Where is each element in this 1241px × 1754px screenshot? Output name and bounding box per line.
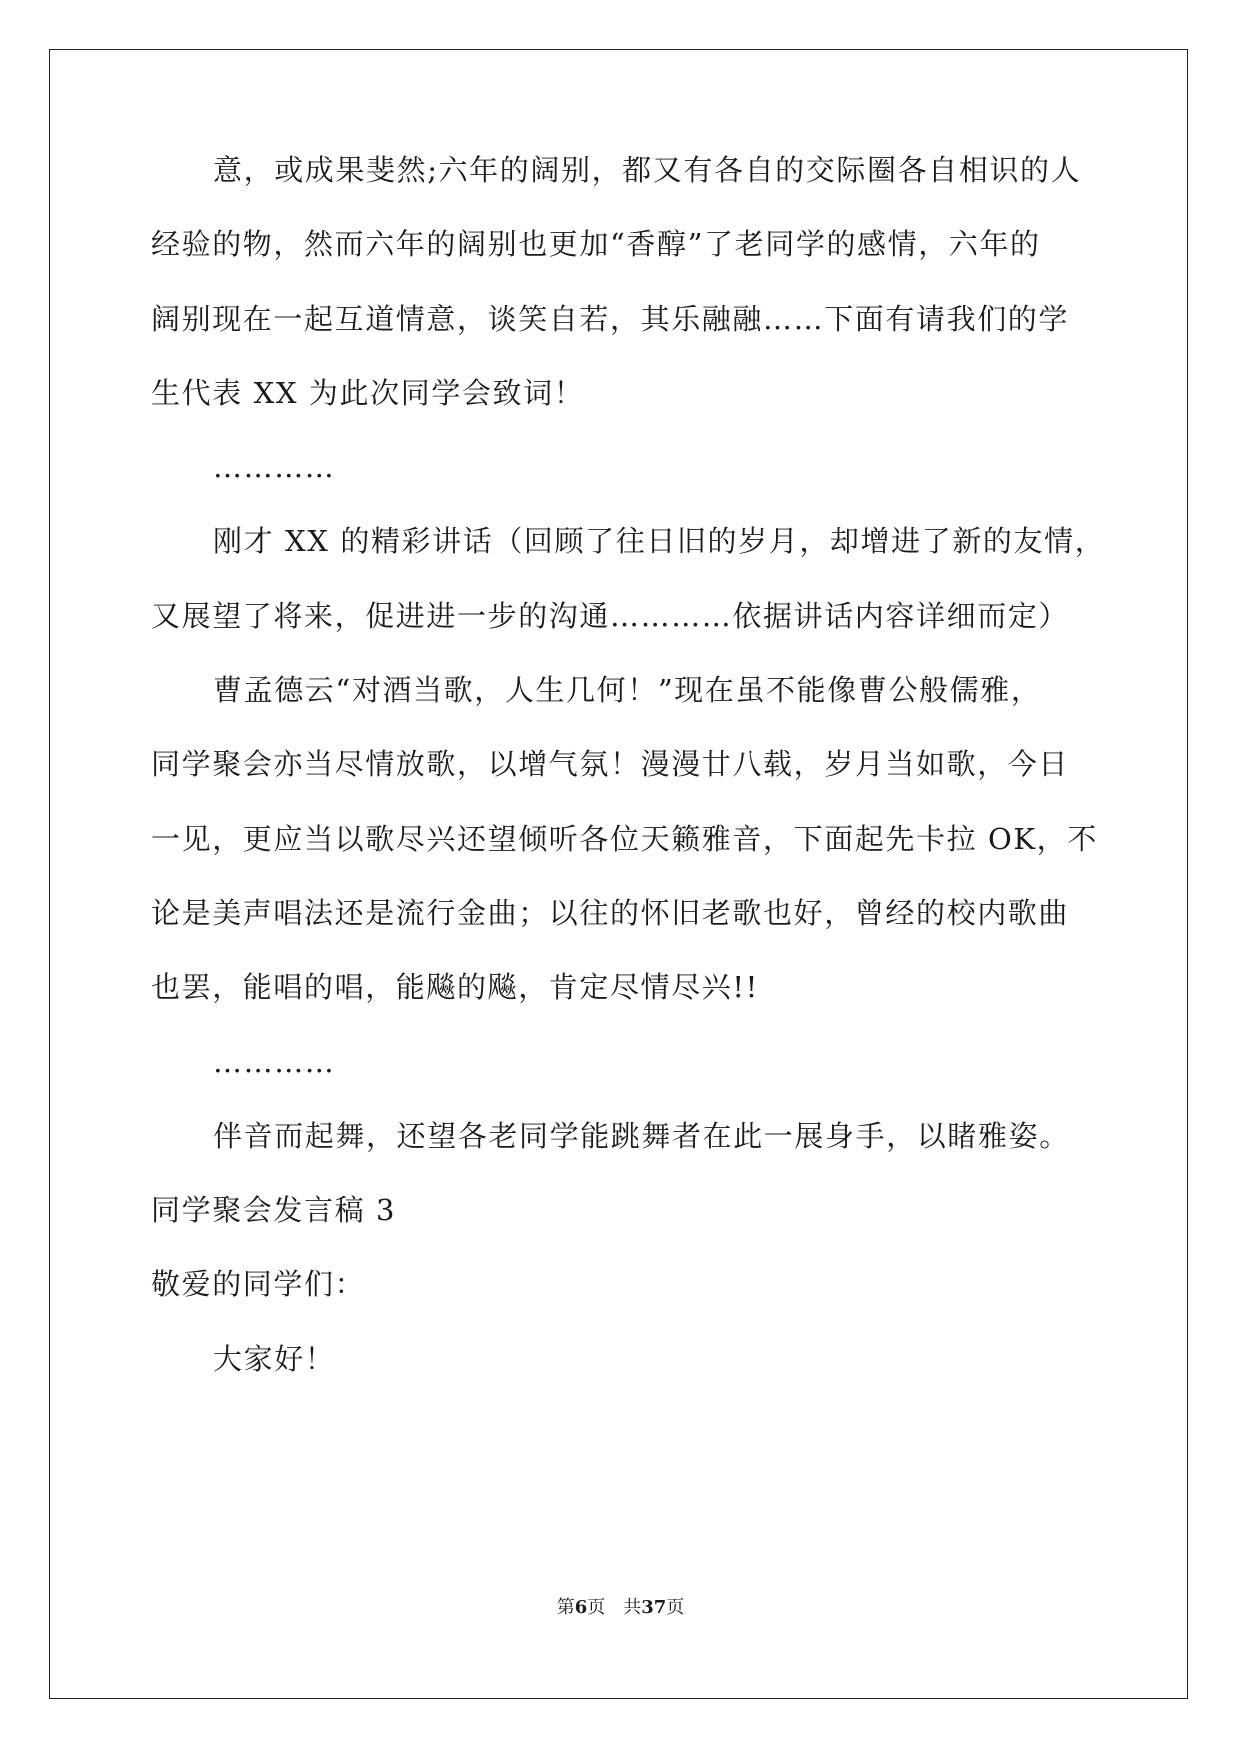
- ellipsis-separator: …………: [213, 450, 336, 484]
- salutation: 敬爱的同学们：: [151, 1267, 366, 1301]
- footer-suffix: 页: [666, 1597, 685, 1618]
- page-footer: [0, 1596, 1241, 1620]
- total-page-count: 37: [641, 1597, 667, 1618]
- current-page-number: 6: [574, 1597, 588, 1618]
- text-line: 生代表 XX 为此次同学会致词！: [151, 376, 585, 410]
- text-line: 意，或成果斐然;六年的阔别，都又有各自的交际圈各自相识的人: [213, 153, 1082, 187]
- footer-middle: 页 共: [587, 1597, 642, 1618]
- page-border: [49, 49, 1188, 1699]
- text-line: 阔别现在一起互道情意，谈笑自若，其乐融融……下面有请我们的学: [151, 302, 1070, 336]
- text-line: 同学聚会亦当尽情放歌，以增气氛！漫漫廿八载，岁月当如歌，今日: [151, 747, 1070, 781]
- ellipsis-separator: …………: [213, 1045, 336, 1079]
- text-line: 又展望了将来，促进进一步的沟通…………依据讲话内容详细而定）: [151, 599, 1070, 633]
- section-heading: 同学聚会发言稿 3: [151, 1193, 397, 1227]
- text-line: 伴音而起舞，还望各老同学能跳舞者在此一展身手，以睹雅姿。: [213, 1119, 1070, 1153]
- text-line: 曹孟德云“对酒当歌，人生几何！”现在虽不能像曹公般儒雅，: [213, 673, 1042, 707]
- footer-prefix: 第: [556, 1597, 575, 1618]
- text-line: 也罢，能唱的唱，能飚的飚，肯定尽情尽兴!!: [151, 970, 759, 1004]
- greeting: 大家好！: [213, 1342, 336, 1376]
- text-line: 论是美声唱法还是流行金曲；以往的怀旧老歌也好，曾经的校内歌曲: [151, 896, 1070, 930]
- text-line: 一见，更应当以歌尽兴还望倾听各位天籁雅音，下面起先卡拉 OK，不: [151, 822, 1098, 856]
- text-line: 刚才 XX 的精彩讲话（回顾了往日旧的岁月，却增进了新的友情，: [213, 524, 1106, 558]
- text-line: 经验的物，然而六年的阔别也更加“香醇”了老同学的感情，六年的: [151, 227, 1041, 261]
